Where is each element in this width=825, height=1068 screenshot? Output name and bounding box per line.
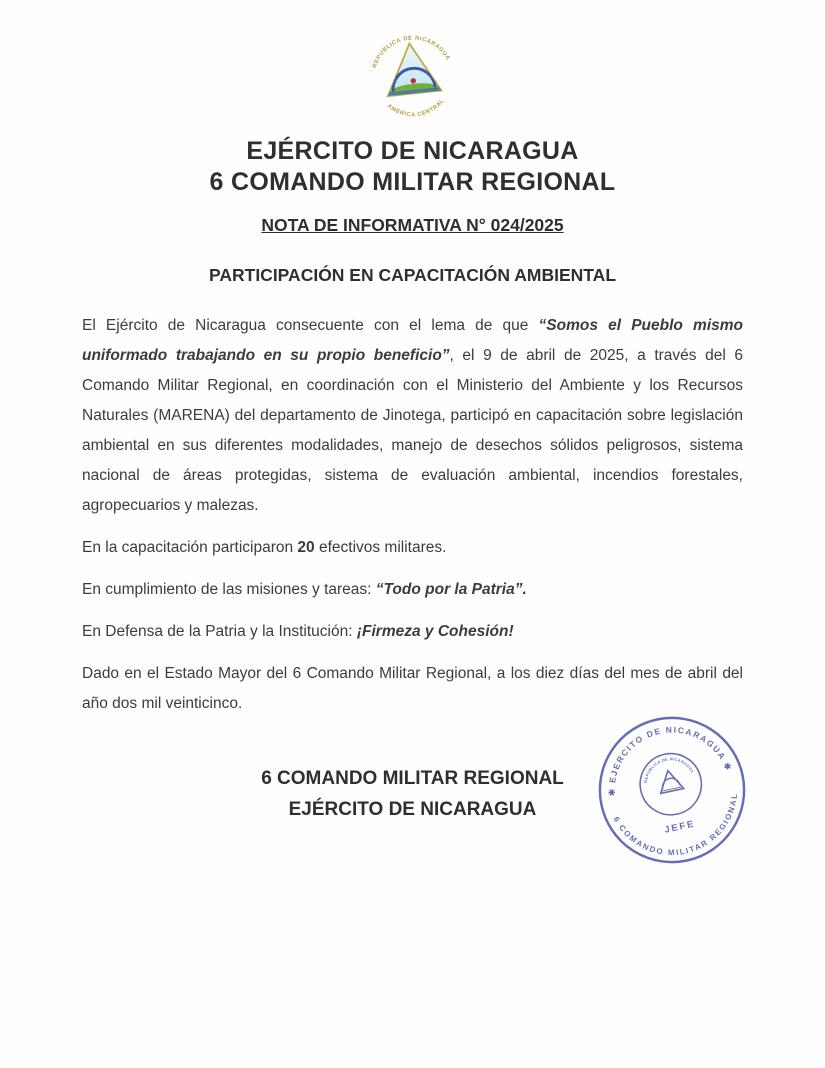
- paragraph-1: [82, 311, 743, 521]
- org-title-line2: 6 COMANDO MILITAR REGIONAL: [209, 168, 616, 196]
- nota-number-heading: NOTA DE INFORMATIVA N° 024/2025: [261, 215, 564, 235]
- stamp-jefe-title: JEFE: [663, 818, 697, 835]
- paragraph-4: [82, 617, 743, 647]
- paragraph-5: [82, 659, 743, 719]
- stamp-inner-arc-text: REPUBLICA DE NICARAGUA: [644, 757, 695, 783]
- paragraph-4-text: En Defensa de la Patria y la Institución:: [82, 623, 357, 640]
- stamp-top-arc-text: ✱ EJERCITO DE NICARAGUA ✱: [606, 724, 734, 797]
- paragraph-3: [82, 575, 743, 605]
- stamp-bottom-arc-text: 6 COMANDO MILITAR REGIONAL: [611, 791, 740, 858]
- motto-firmeza-y-cohesion: ¡Firmeza y Cohesión!: [356, 623, 514, 640]
- emblem-top-arc-text: REPUBLICA DE NICARAGUA: [371, 35, 451, 69]
- stamp-svg: [578, 696, 765, 883]
- stamp-top-arc-label: [595, 712, 735, 797]
- nicaragua-coat-of-arms-icon: [350, 24, 475, 132]
- paragraph-2: [82, 533, 743, 563]
- paragraph-1-text-b: , el 9 de abril de 2025, a través del 6 Comando Militar Regional, en coordinación con el Ministerio del Ambiente y los Recursos Naturales (MARENA) del departamento de Jinotega, participó en capacitación sobre legislación ambiental en sus diferentes modalidades, manejo de desechos sólidos peligrosos, sistema nacional de áreas protegidas, sistema de evaluación ambiental, incendios forestales, agropecuarios y malezas.: [82, 347, 744, 514]
- signature-section: [0, 724, 825, 858]
- paragraph-5-text: Dado en el Estado Mayor del 6 Comando Militar Regional, a los diez días del mes de abril del año dos mil veinticinco.: [82, 665, 743, 712]
- emblem-bottom-arc-text: AMERICA CENTRAL: [385, 97, 446, 119]
- emblem-svg: [350, 24, 475, 132]
- signature-line1: 6 COMANDO MILITAR REGIONAL: [261, 768, 564, 789]
- participants-count: 20: [297, 539, 315, 556]
- motto-todo-por-la-patria: “Todo por la Patria”.: [375, 581, 527, 598]
- document-body: [82, 311, 743, 719]
- motto-pueblo-uniformado: “Somos el Pueblo mismo uniformado trabajando en su propio beneficio”: [82, 317, 743, 364]
- emblem-bottom-arc-label: [385, 97, 447, 121]
- stamp-triangle-rainbow: [661, 777, 680, 789]
- paragraph-1-text-a: El Ejército de Nicaragua consecuente con el lema de que: [82, 317, 539, 334]
- header-title-block: [0, 136, 825, 198]
- paragraph-3-text: En cumplimiento de las misiones y tareas:: [82, 581, 376, 598]
- signature-line2: EJÉRCITO DE NICARAGUA: [288, 799, 537, 820]
- paragraph-2-text-b: efectivos militares.: [314, 539, 447, 556]
- org-title-line1: EJÉRCITO DE NICARAGUA: [246, 137, 579, 165]
- subject-heading: PARTICIPACIÓN EN CAPACITACIÓN AMBIENTAL: [208, 265, 617, 285]
- paragraph-2-text-a: En la capacitación participaron: [82, 539, 298, 556]
- official-stamp: [578, 696, 765, 883]
